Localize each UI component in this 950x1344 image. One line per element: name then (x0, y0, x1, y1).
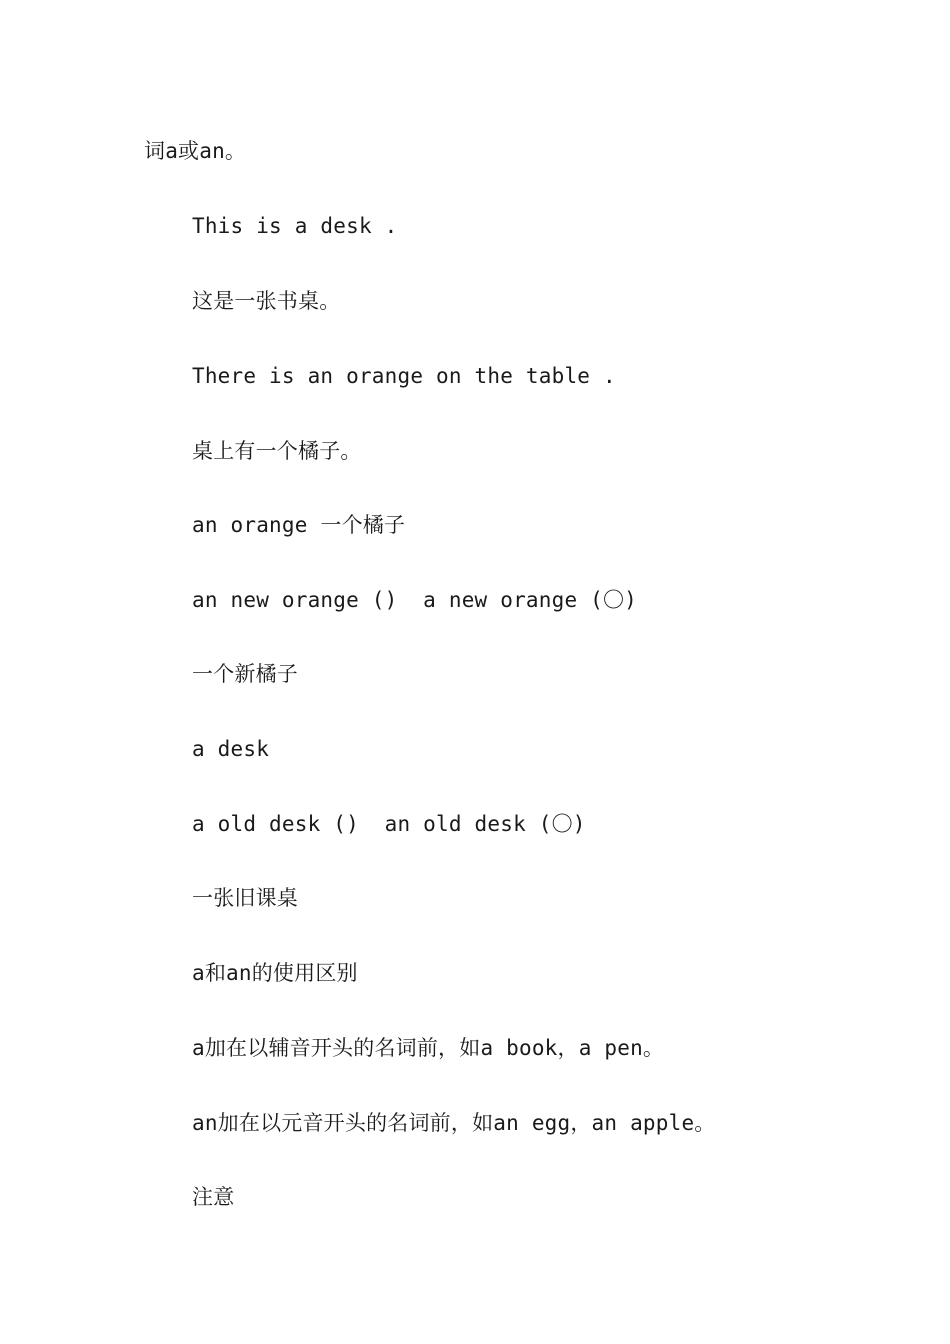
text-line-translation: 这是一张书桌。 (192, 289, 341, 313)
text-line-translation: 一个新橘子 (192, 662, 298, 686)
text-line-rule: an加在以元音开头的名词前，如an egg，an apple。 (192, 1111, 716, 1135)
text-line-comparison: an new orange () a new orange (〇) (192, 588, 638, 612)
section-heading: a和an的使用区别 (192, 961, 358, 985)
section-heading-note: 注意 (192, 1185, 235, 1209)
text-line-example-phrase: a desk (192, 737, 270, 761)
text-line-translation: 一张旧课桌 (192, 886, 298, 910)
text-line-comparison: a old desk () an old desk (〇) (192, 812, 586, 836)
text-line-translation: 桌上有一个橘子。 (192, 439, 362, 463)
text-line-rule: a加在以辅音开头的名词前，如a book，a pen。 (192, 1036, 665, 1060)
text-line-example-sentence: There is an orange on the table . (192, 364, 616, 388)
text-line-example-sentence: This is a desk . (192, 214, 398, 238)
text-line-continuation: 词a或an。 (144, 139, 247, 163)
text-line-example-phrase: an orange 一个橘子 (192, 513, 406, 537)
